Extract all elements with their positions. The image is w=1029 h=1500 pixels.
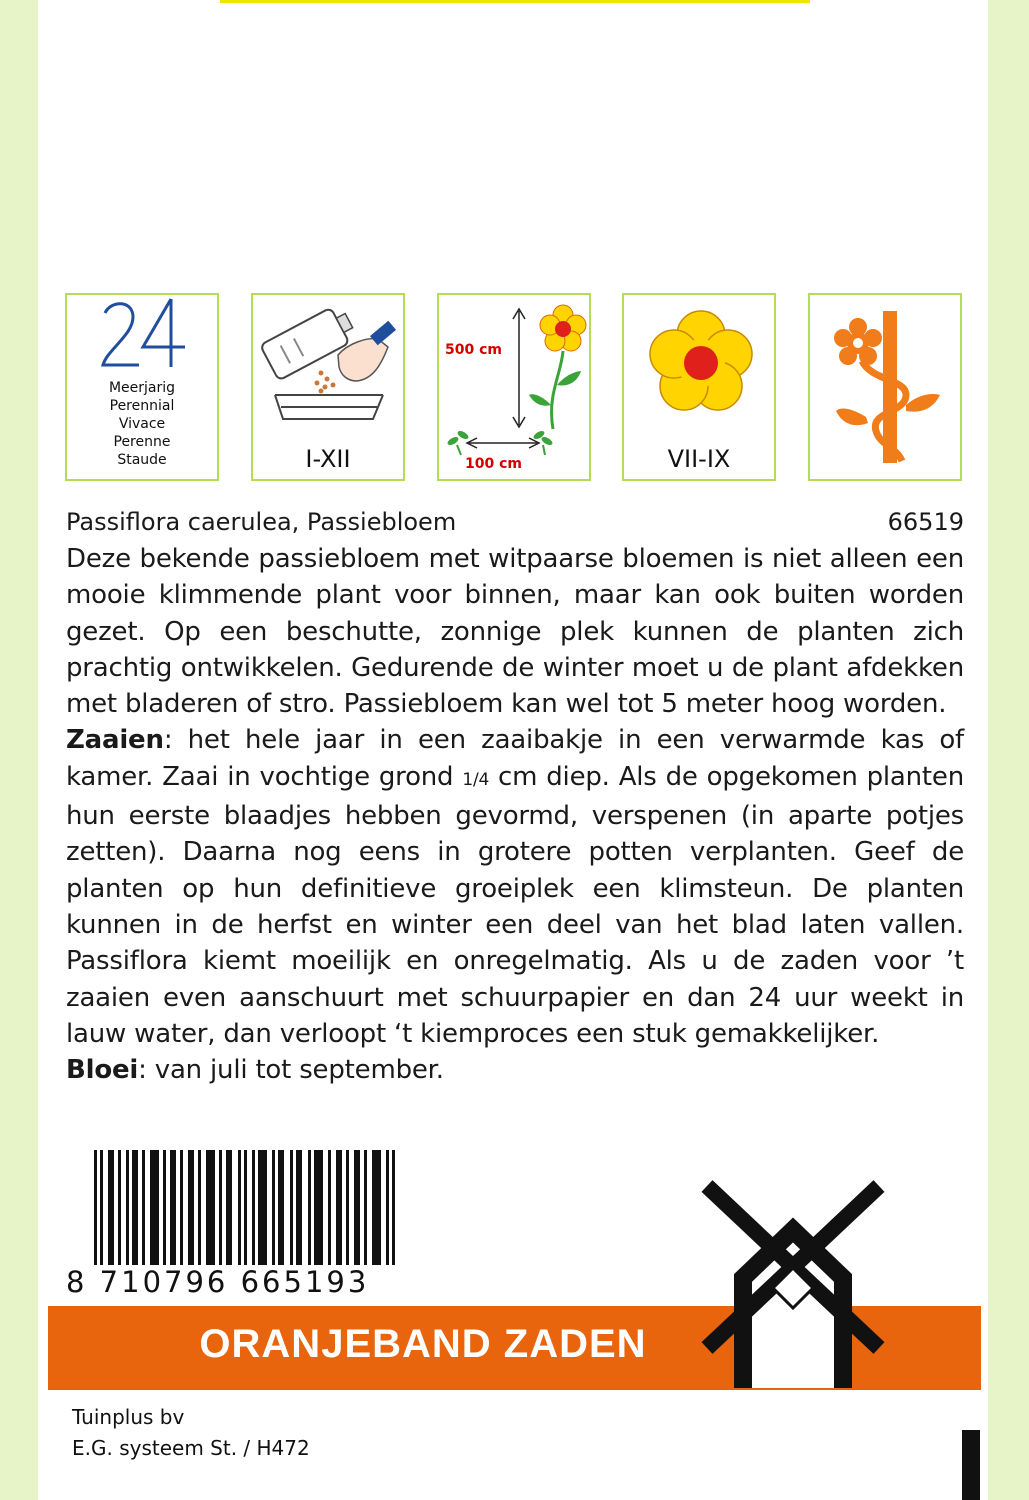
barcode-number: 8 710796 665193: [66, 1265, 416, 1301]
plant-size-icon: [439, 295, 593, 483]
size-icon-box: [437, 293, 591, 481]
climbing-plant-icon: [810, 295, 964, 483]
perennial-24-icon: [67, 295, 221, 385]
description-text: [66, 541, 964, 1088]
sowing-period: I-XII: [305, 445, 351, 473]
perennial-label-nl: Meerjarig: [108, 380, 176, 396]
company-name: Tuinplus bv: [72, 1405, 185, 1429]
bloom-paragraph: [66, 1052, 964, 1088]
sowing-paragraph: [66, 722, 964, 1052]
description-intro: Deze bekende passiebloem met witpaarse bloemen is niet alleen een mooie klimmende plant voor binnen, maar kan ook buiten worden gezet. Op een beschutte, zonnige plek kunnen de planten zich prachtig ontwikkelen. Gedurende de winter moet u de plant afdekken met bladeren of stro. Passiebloem kan wel tot 5 meter hoog worden.: [66, 544, 964, 720]
perennial-label-de: Staude: [117, 452, 167, 468]
product-name: Passiflora caerulea, Passiebloem: [66, 508, 457, 536]
flower-icon: [624, 295, 778, 425]
certification-text: E.G. systeem St. / H472: [72, 1436, 310, 1460]
product-title-row: [66, 508, 964, 542]
top-yellow-strip: [220, 0, 810, 3]
sowing-icon-box: [251, 293, 405, 481]
sowing-text-a: : het hele jaar in een zaaibakje in een verwarmde kas of kamer. Zaai in vochtige grond: [66, 725, 964, 792]
plant-height-label: 500 cm: [445, 342, 502, 358]
product-code: 66519: [887, 508, 964, 536]
windmill-logo: [693, 1168, 893, 1398]
flowering-icon-box: [622, 293, 776, 481]
brand-name: ORANJEBAND ZADEN: [199, 1322, 647, 1366]
flowering-period: VII-IX: [667, 445, 731, 473]
sowing-hand-icon: [253, 295, 407, 425]
sowing-label: Zaaien: [66, 725, 164, 756]
climber-icon-box: [808, 293, 962, 481]
bloom-text: : van juli tot september.: [138, 1055, 444, 1086]
sowing-depth-fraction: 1/4: [462, 769, 490, 790]
sowing-text-b: cm diep. Als de opgekomen planten hun eerste blaadjes hebben gevormd, verspenen (in aparte potjes zetten). Daarna nog eens in grotere potten verplanten. Geef de planten op hun definitieve groeiplek een klimsteun. De planten kunnen in de herfst en winter een deel van het blad laten vallen. Passiflora kiemt moeilijk en onregelmatig. Als u de zaden voor ’t zaaien even aanschuurt met schuurpapier en dan 24 uur weekt in lauw water, dan verloopt ‘t kiemproces een stuk gemakkelijker.: [66, 761, 964, 1049]
perennial-label-list: [67, 379, 217, 469]
perennial-label-it: Perenne: [113, 434, 171, 450]
edge-black-bar: [962, 1430, 980, 1500]
plant-spacing-label: 100 cm: [465, 456, 522, 472]
perennial-label-fr: Vivace: [118, 416, 166, 432]
bloom-label: Bloei: [66, 1055, 139, 1086]
perennial-icon-box: [65, 293, 219, 481]
perennial-label-en: Perennial: [109, 398, 175, 414]
